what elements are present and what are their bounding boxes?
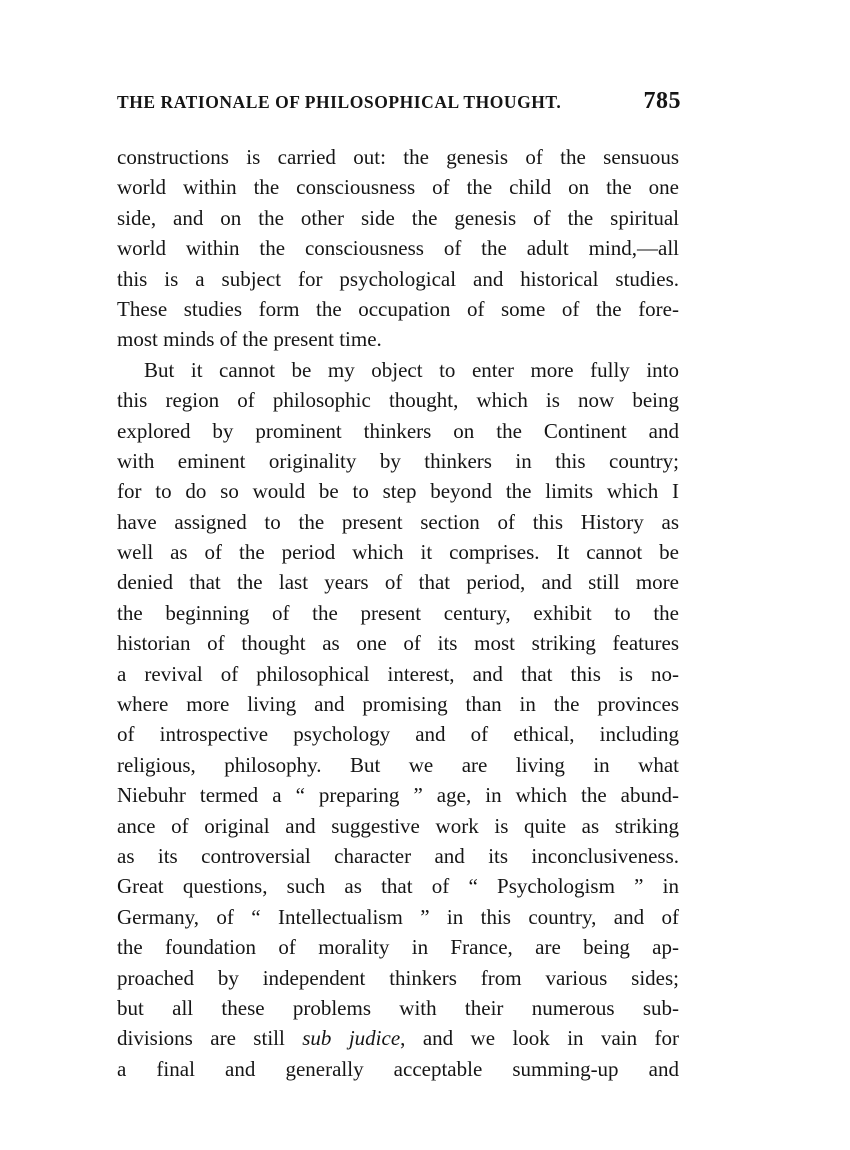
paragraph-end-line: most minds of the present time. bbox=[117, 327, 382, 352]
text-line: this region of philosophic thought, which is now being bbox=[117, 388, 679, 413]
italic-phrase: sub judice bbox=[302, 1026, 401, 1051]
text-line: with eminent originality by thinkers in this country; bbox=[117, 448, 679, 473]
body-text bbox=[117, 142, 679, 1084]
text-line: but all these problems with their numerous sub- bbox=[117, 995, 679, 1020]
page-number: 785 bbox=[643, 88, 681, 114]
text-line: a revival of philosophical interest, and that this is no- bbox=[117, 661, 679, 686]
text-line: have assigned to the present section of this History as bbox=[117, 509, 679, 534]
text-line-with-italic bbox=[117, 1023, 679, 1053]
text-line: well as of the period which it comprises. It cannot be bbox=[117, 540, 679, 565]
text-line: a final and generally acceptable summing-up and bbox=[117, 1056, 679, 1081]
text-line: denied that the last years of that period, and still more bbox=[117, 570, 679, 595]
text-line: world within the consciousness of the adult mind,—all bbox=[117, 236, 679, 261]
text-line: Great questions, such as that of “ Psychologism ” in bbox=[117, 874, 679, 899]
text-line: Germany, of “ Intellectualism ” in this country, and of bbox=[117, 904, 679, 929]
text-line: proached by independent thinkers from various sides; bbox=[117, 965, 679, 990]
running-head bbox=[117, 88, 681, 118]
text-line: the beginning of the present century, exhibit to the bbox=[117, 600, 679, 625]
text-line: Niebuhr termed a “ preparing ” age, in which the abund- bbox=[117, 783, 679, 808]
text-line: These studies form the occupation of some of the fore- bbox=[117, 296, 679, 321]
text-line: explored by prominent thinkers on the Continent and bbox=[117, 418, 679, 443]
line-text-segment: , and we look in vain for bbox=[400, 1026, 680, 1051]
text-line: side, and on the other side the genesis of the spiritual bbox=[117, 205, 679, 230]
paragraph-start-line: But it cannot be my object to enter more fully into bbox=[144, 357, 679, 382]
text-line: religious, philosophy. But we are living in what bbox=[117, 752, 679, 777]
text-line: for to do so would be to step beyond the limits which I bbox=[117, 479, 679, 504]
text-line: constructions is carried out: the genesis of the sensuous bbox=[117, 145, 679, 169]
line-text-segment: divisions are still bbox=[117, 1026, 303, 1051]
text-line: ance of original and suggestive work is quite as striking bbox=[117, 813, 679, 838]
running-title: THE RATIONALE OF PHILOSOPHICAL THOUGHT. bbox=[117, 92, 562, 112]
text-line: historian of thought as one of its most striking features bbox=[117, 631, 679, 656]
text-line: world within the consciousness of the child on the one bbox=[117, 175, 679, 200]
text-line: as its controversial character and its inconclusiveness. bbox=[117, 843, 679, 868]
text-line: this is a subject for psychological and historical studies. bbox=[117, 266, 679, 291]
text-line: of introspective psychology and of ethical, including bbox=[117, 722, 679, 747]
text-line: the foundation of morality in France, are being ap- bbox=[117, 935, 679, 960]
text-line: where more living and promising than in the provinces bbox=[117, 692, 679, 717]
